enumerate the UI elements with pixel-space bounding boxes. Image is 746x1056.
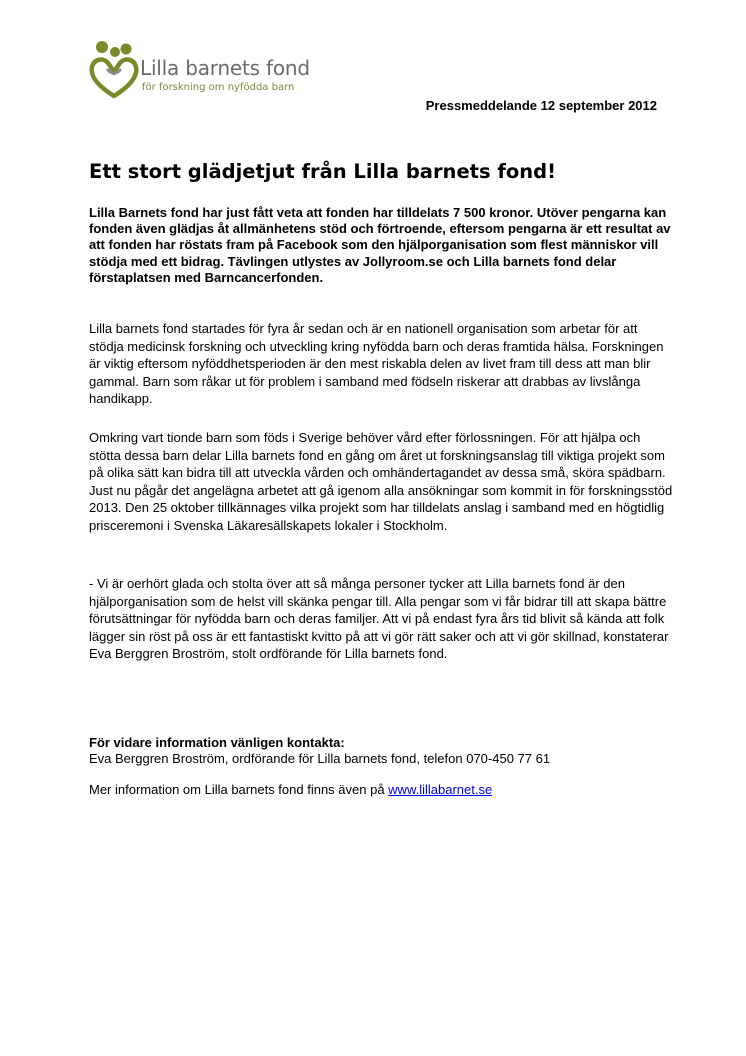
- press-release-date: Pressmeddelande 12 september 2012: [425, 98, 657, 113]
- lead-paragraph: Lilla Barnets fond har just fått veta att fonden har tilldelats 7 500 kronor. Utöver pengarna kan fonden även glädjas åt allmänhetens stöd och förtroende, eftersom pengarna är ett resultat av att fonden har röstats fram på Facebook som den hjälporganisation som flest människor vill stödja med ett bidrag. Tävlingen utlystes av Jollyroom.se och Lilla barnets fond delar förstaplatsen med Barncancerfonden.: [89, 205, 671, 285]
- body-paragraph-3: - Vi är oerhört glada och stolta över att så många personer tycker att Lilla barnets fond är den hjälporganisation som de helst vill skänka pengar till. Alla pengar som vi får bidrar till att skapa bättre förutsättningar för nyfödda barn och deras familjer. Att vi på endast fyra års tid blivit så kända att folk lägger sin röst på oss är ett fantastiskt kvitto på att vi gör rätt saker och att vi gör skillnad, konstaterar Eva Berggren Broström, stolt ordförande för Lilla barnets fond.: [89, 576, 669, 662]
- logo-tagline: för forskning om nyfödda barn: [142, 82, 295, 93]
- logo: [88, 40, 348, 102]
- logo-name: Lilla barnets fond: [140, 56, 310, 80]
- page-title: Ett stort glädjetjut från Lilla barnets fond!: [89, 160, 557, 183]
- body-paragraph-1: Lilla barnets fond startades för fyra år sedan och är en nationell organisation som arbetar för att stödja medicinsk forskning och utveckling kring nyfödda barn och deras framtida hälsa. Forskningen är viktig eftersom nyföddhetsperioden är den mest riskabla delen av livet fram till dess att man blir gammal. Barn som råkar ut för problem i samband med födseln riskerar att drabbas av livslånga handikapp.: [89, 321, 664, 407]
- more-info-text: Mer information om Lilla barnets fond finns även på: [89, 782, 389, 797]
- family-heart-logo-icon: [88, 40, 140, 102]
- website-link[interactable]: www.lillabarnet.se: [388, 782, 493, 797]
- contact-heading: För vidare information vänligen kontakta:: [89, 735, 345, 750]
- contact-line: Eva Berggren Broström, ordförande för Lilla barnets fond, telefon 070-450 77 61: [89, 751, 551, 766]
- more-info-line: [89, 782, 492, 797]
- body-paragraph-2: Omkring vart tionde barn som föds i Sverige behöver vård efter förlossningen. För att hjälpa och stötta dessa barn delar Lilla barnets fond en gång om året ut forskningsanslag till viktiga projekt som på olika sätt kan bidra till att utveckla vården och omhändertagandet av dessa små, sköra spädbarn. Just nu pågår det angelägna arbetet att gå igenom alla ansökningar som kommit in för forskningsstöd 2013. Den 25 oktober tillkännages vilka projekt som har tilldelats anslag i samband med en högtidlig prisceremoni i Svenska Läkaresällskapets lokaler i Stockholm.: [89, 430, 673, 533]
